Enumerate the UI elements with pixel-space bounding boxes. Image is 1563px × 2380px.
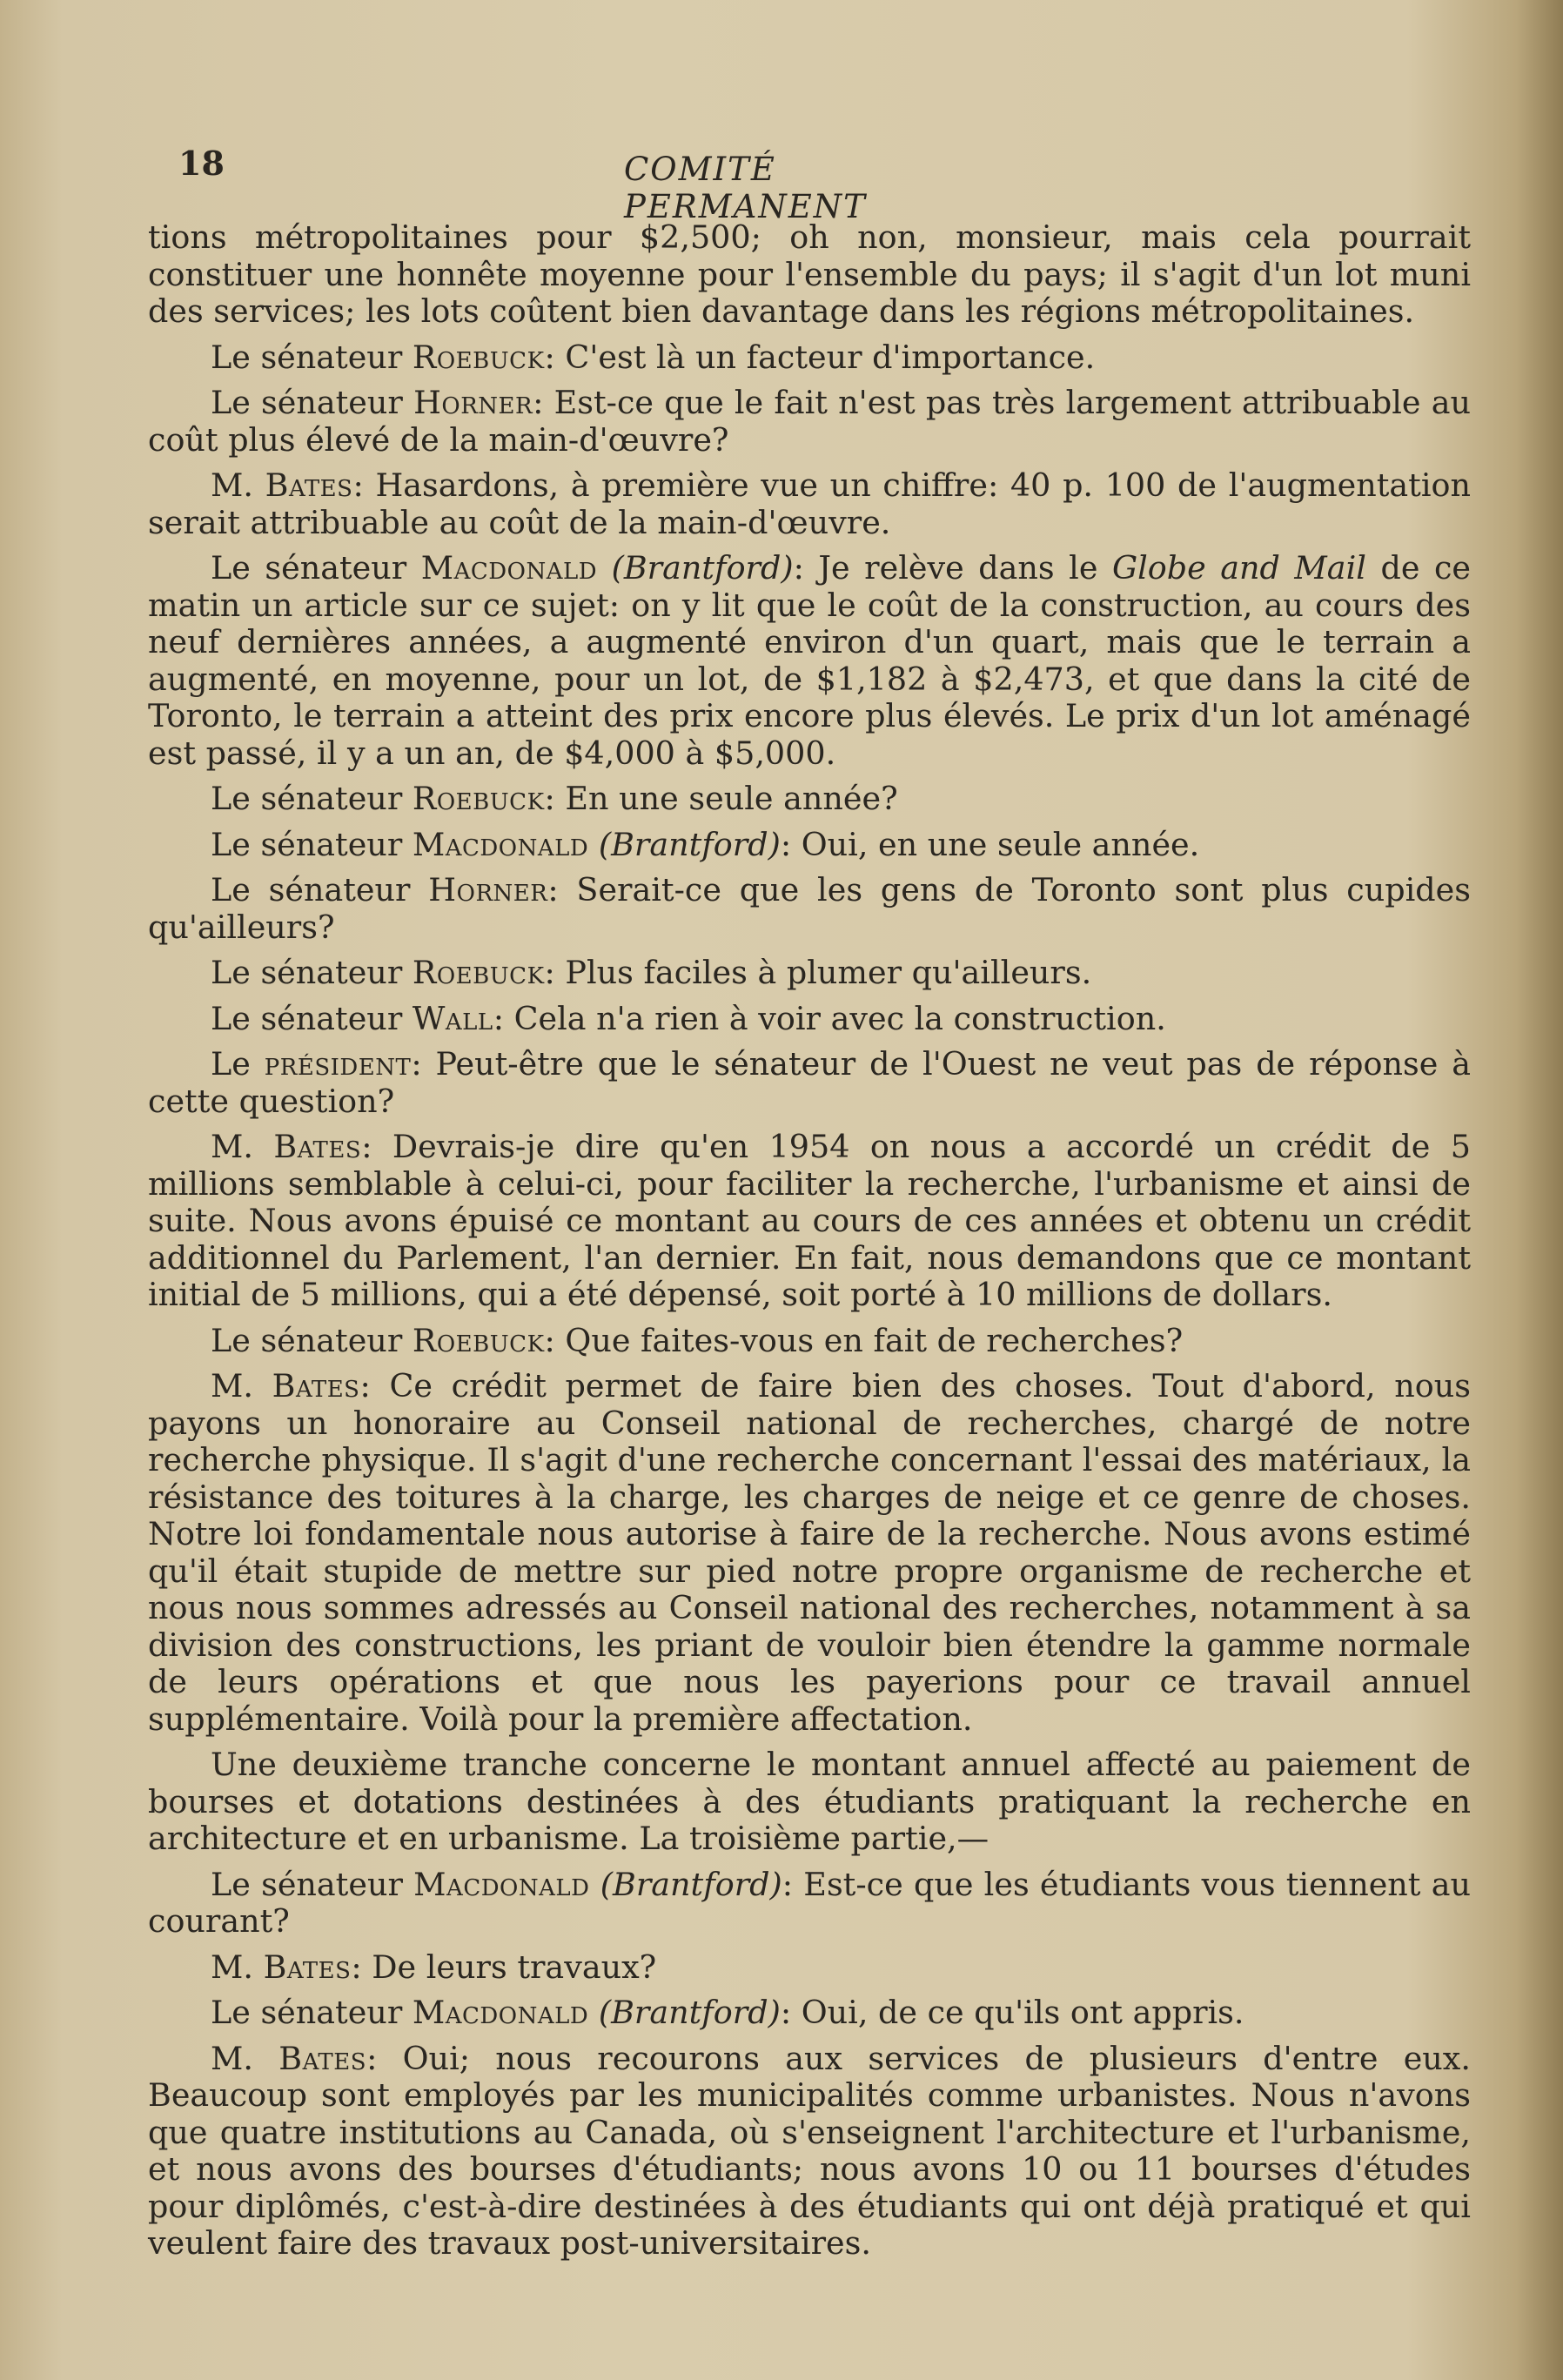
- speaker-name: président: [264, 1045, 412, 1083]
- newspaper-title: Globe and Mail: [1111, 549, 1366, 587]
- page-header: [178, 144, 1023, 225]
- paragraph: Le sénateur Roebuck: Plus faciles à plumer qu'ailleurs.: [211, 954, 1092, 991]
- speaker-name: Macdonald: [412, 825, 589, 863]
- paragraph: Le sénateur Macdonald (Brantford): Est-ce que les étudiants vous tiennent au courant?: [148, 1865, 1471, 1940]
- page-number: 18: [178, 144, 225, 183]
- paragraph: Le sénateur Roebuck: Que faites-vous en fait de recherches?: [211, 1321, 1184, 1359]
- speaker-riding: (Brantford): [600, 1865, 782, 1903]
- running-title: COMITÉ PERMANENT: [624, 151, 867, 225]
- paragraph: Le sénateur Macdonald (Brantford): Oui, en une seule année.: [211, 825, 1200, 863]
- speaker-name: Horner: [428, 871, 548, 908]
- paragraph: M. Bates: Devrais-je dire qu'en 1954 on nous a accordé un crédit de 5 millions semblable à celui-ci, pour faciliter la recherche, l'urbanisme et ainsi de suite. Nous avons épuisé ce montant au cours de ces années et obtenu un crédit additionnel du Parlement, l'an dernier. En fait, nous demandons que ce montant initial de 5 millions, qui a été dépensé, soit porté à 10 millions de dollars.: [148, 1128, 1471, 1313]
- paragraph: Le sénateur Roebuck: C'est là un facteur d'importance.: [211, 338, 1096, 376]
- paragraph: M. Bates: De leurs travaux?: [211, 1948, 657, 1986]
- speaker-name: Bates: [272, 1367, 360, 1405]
- speaker-name: Roebuck: [412, 954, 545, 991]
- speaker-name: Macdonald: [420, 549, 598, 587]
- speaker-name: Roebuck: [412, 780, 545, 817]
- paragraph: tions métropolitaines pour $2,500; oh non, monsieur, mais cela pourrait constituer une honnête moyenne pour l'ensemble du pays; il s'agit d'un lot muni des services; les lots coûtent bien davantage dans les régions métropolitaines.: [148, 218, 1471, 330]
- paragraph: Le sénateur Horner: Est-ce que le fait n'est pas très largement attribuable au coût plus élevé de la main-d'œuvre?: [148, 384, 1471, 459]
- speaker-name: Roebuck: [412, 1321, 545, 1359]
- speaker-name: Bates: [278, 2039, 367, 2077]
- paragraph: Le président: Peut-être que le sénateur de l'Ouest ne veut pas de réponse à cette question?: [148, 1045, 1471, 1120]
- speaker-name: Macdonald: [412, 1994, 589, 2031]
- speaker-riding: (Brantford): [611, 549, 794, 587]
- speaker-riding: (Brantford): [598, 1994, 781, 2031]
- speaker-name: Roebuck: [412, 338, 545, 376]
- speaker-name: Horner: [413, 384, 533, 421]
- speaker-name: Bates: [265, 466, 353, 504]
- paragraph: M. Bates: Hasardons, à première vue un chiffre: 40 p. 100 de l'augmentation serait attribuable au coût de la main-d'œuvre.: [148, 466, 1472, 541]
- speaker-name: Bates: [263, 1948, 352, 1986]
- paragraph: Le sénateur Horner: Serait-ce que les gens de Toronto sont plus cupides qu'ailleurs?: [148, 871, 1471, 946]
- paragraph: Le sénateur Macdonald (Brantford): Oui, de ce qu'ils ont appris.: [211, 1994, 1244, 2031]
- speaker-name: Wall: [412, 999, 493, 1037]
- paragraph: Le sénateur Roebuck: En une seule année?: [211, 780, 898, 817]
- speaker-name: Bates: [273, 1128, 362, 1165]
- speaker-name: Macdonald: [413, 1865, 590, 1903]
- body-text: [148, 219, 1471, 2271]
- paragraph: Le sénateur Wall: Cela n'a rien à voir avec la construction.: [211, 999, 1166, 1037]
- paragraph: Le sénateur Macdonald (Brantford): Je relève dans le Globe and Mail de ce matin un article sur ce sujet: on y lit que le coût de la construction, au cours des neuf dernières années, a augmenté environ d'un quart, mais que le terrain a augmenté, en moyenne, pour un lot, de $1,182 à $2,473, et que dans la cité de Toronto, le terrain a atteint des prix encore plus élevés. Le prix d'un lot aménagé est passé, il y a un an, de $4,000 à $5,000.: [148, 549, 1471, 772]
- paragraph: M. Bates: Oui; nous recourons aux services de plusieurs d'entre eux. Beaucoup sont employés par les municipalités comme urbanistes. Nous n'avons que quatre institutions au Canada, où s'enseignent l'architecture et l'urbanisme, et nous avons des bourses d'étudiants; nous avons 10 ou 11 bourses d'études pour diplômés, c'est-à-dire destinées à des étudiants qui ont déjà pratiqué et qui veulent faire des travaux post-universitaires.: [148, 2039, 1471, 2262]
- paragraph: Une deuxième tranche concerne le montant annuel affecté au paiement de bourses et dotations destinées à des étudiants pratiquant la recherche en architecture et en urbanisme. La troisième partie,—: [148, 1746, 1471, 1857]
- paragraph: M. Bates: Ce crédit permet de faire bien des choses. Tout d'abord, nous payons un honoraire au Conseil national de recherches, chargé de notre recherche physique. Il s'agit d'une recherche concernant l'essai des matériaux, la résistance des toitures à la charge, les charges de neige et ce genre de choses. Notre loi fondamentale nous autorise à faire de la recherche. Nous avons estimé qu'il était stupide de mettre sur pied notre propre organisme de recherche et nous nous sommes adressés au Conseil national des recherches, notamment à sa division des constructions, les priant de vouloir bien étendre la gamme normale de leurs opérations et que nous les payerions pour ce travail annuel supplémentaire. Voilà pour la première affectation.: [148, 1367, 1472, 1738]
- speaker-riding: (Brantford): [598, 825, 781, 863]
